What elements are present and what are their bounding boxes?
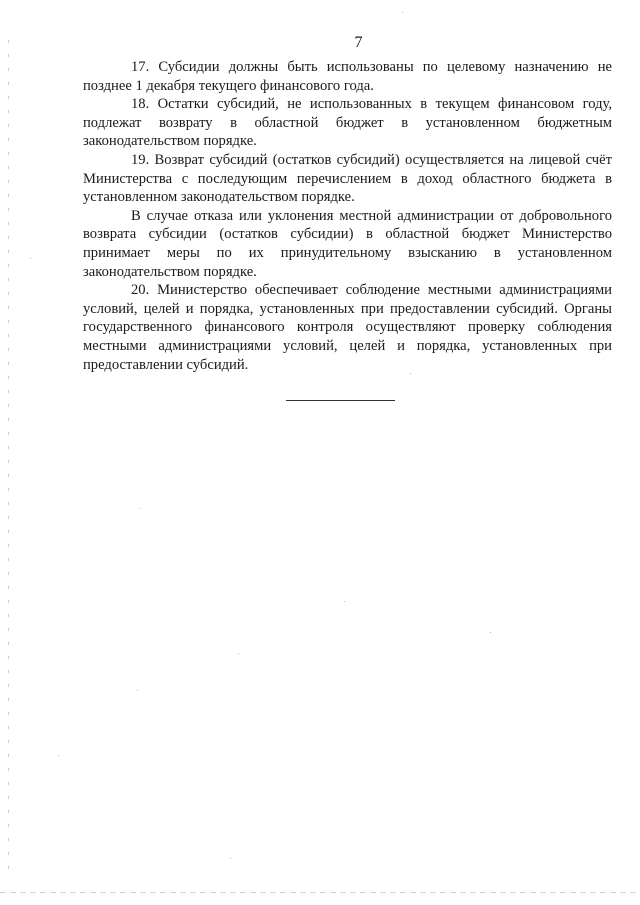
scan-speck: [344, 601, 345, 602]
scan-speck: [137, 690, 138, 691]
paragraph-18: 18. Остатки субсидий, не использованных в текущем финансовом году, подлежат возврату в областной бюджет в установленном бюджетным законодательством порядке.: [83, 96, 612, 150]
scan-bottom-mark: [0, 892, 640, 893]
paragraph-17: 17. Субсидии должны быть использованы по целевому назначению не позднее 1 декабря текущего финансового года.: [83, 59, 612, 94]
paragraph-19: 19. Возврат субсидий (остатков субсидий) осуществляется на лицевой счёт Министерства с последующим перечислением в доход областного бюджета в установленном законодательством порядке.: [83, 151, 612, 206]
scan-edge-mark: [8, 40, 9, 880]
paragraph-19-refusal: В случае отказа или уклонения местной администрации от добровольного возврата субсидии (остатков субсидии) в областной бюджет Министерство принимает меры по их принудительному взысканию в установленном законодательством порядке.: [83, 207, 612, 280]
scan-speck: [58, 755, 59, 756]
document-body: [83, 58, 612, 374]
scan-speck: [230, 858, 231, 859]
scan-speck: [490, 632, 491, 633]
scan-speck: [30, 258, 31, 259]
scan-speck: [238, 653, 239, 654]
scan-speck: [402, 12, 403, 13]
end-of-text-rule: [286, 400, 395, 401]
scan-speck: [139, 508, 140, 509]
page-number: 7: [354, 34, 363, 51]
paragraph-20: 20. Министерство обеспечивает соблюдение местными администрациями условий, целей и порядка, установленных при предоставлении субсидий. Органы государственного финансового контроля осуществляют проверку соблюдения местными администрациями условий, целей и порядка, установленных при предоставлении субсидий.: [83, 282, 612, 373]
